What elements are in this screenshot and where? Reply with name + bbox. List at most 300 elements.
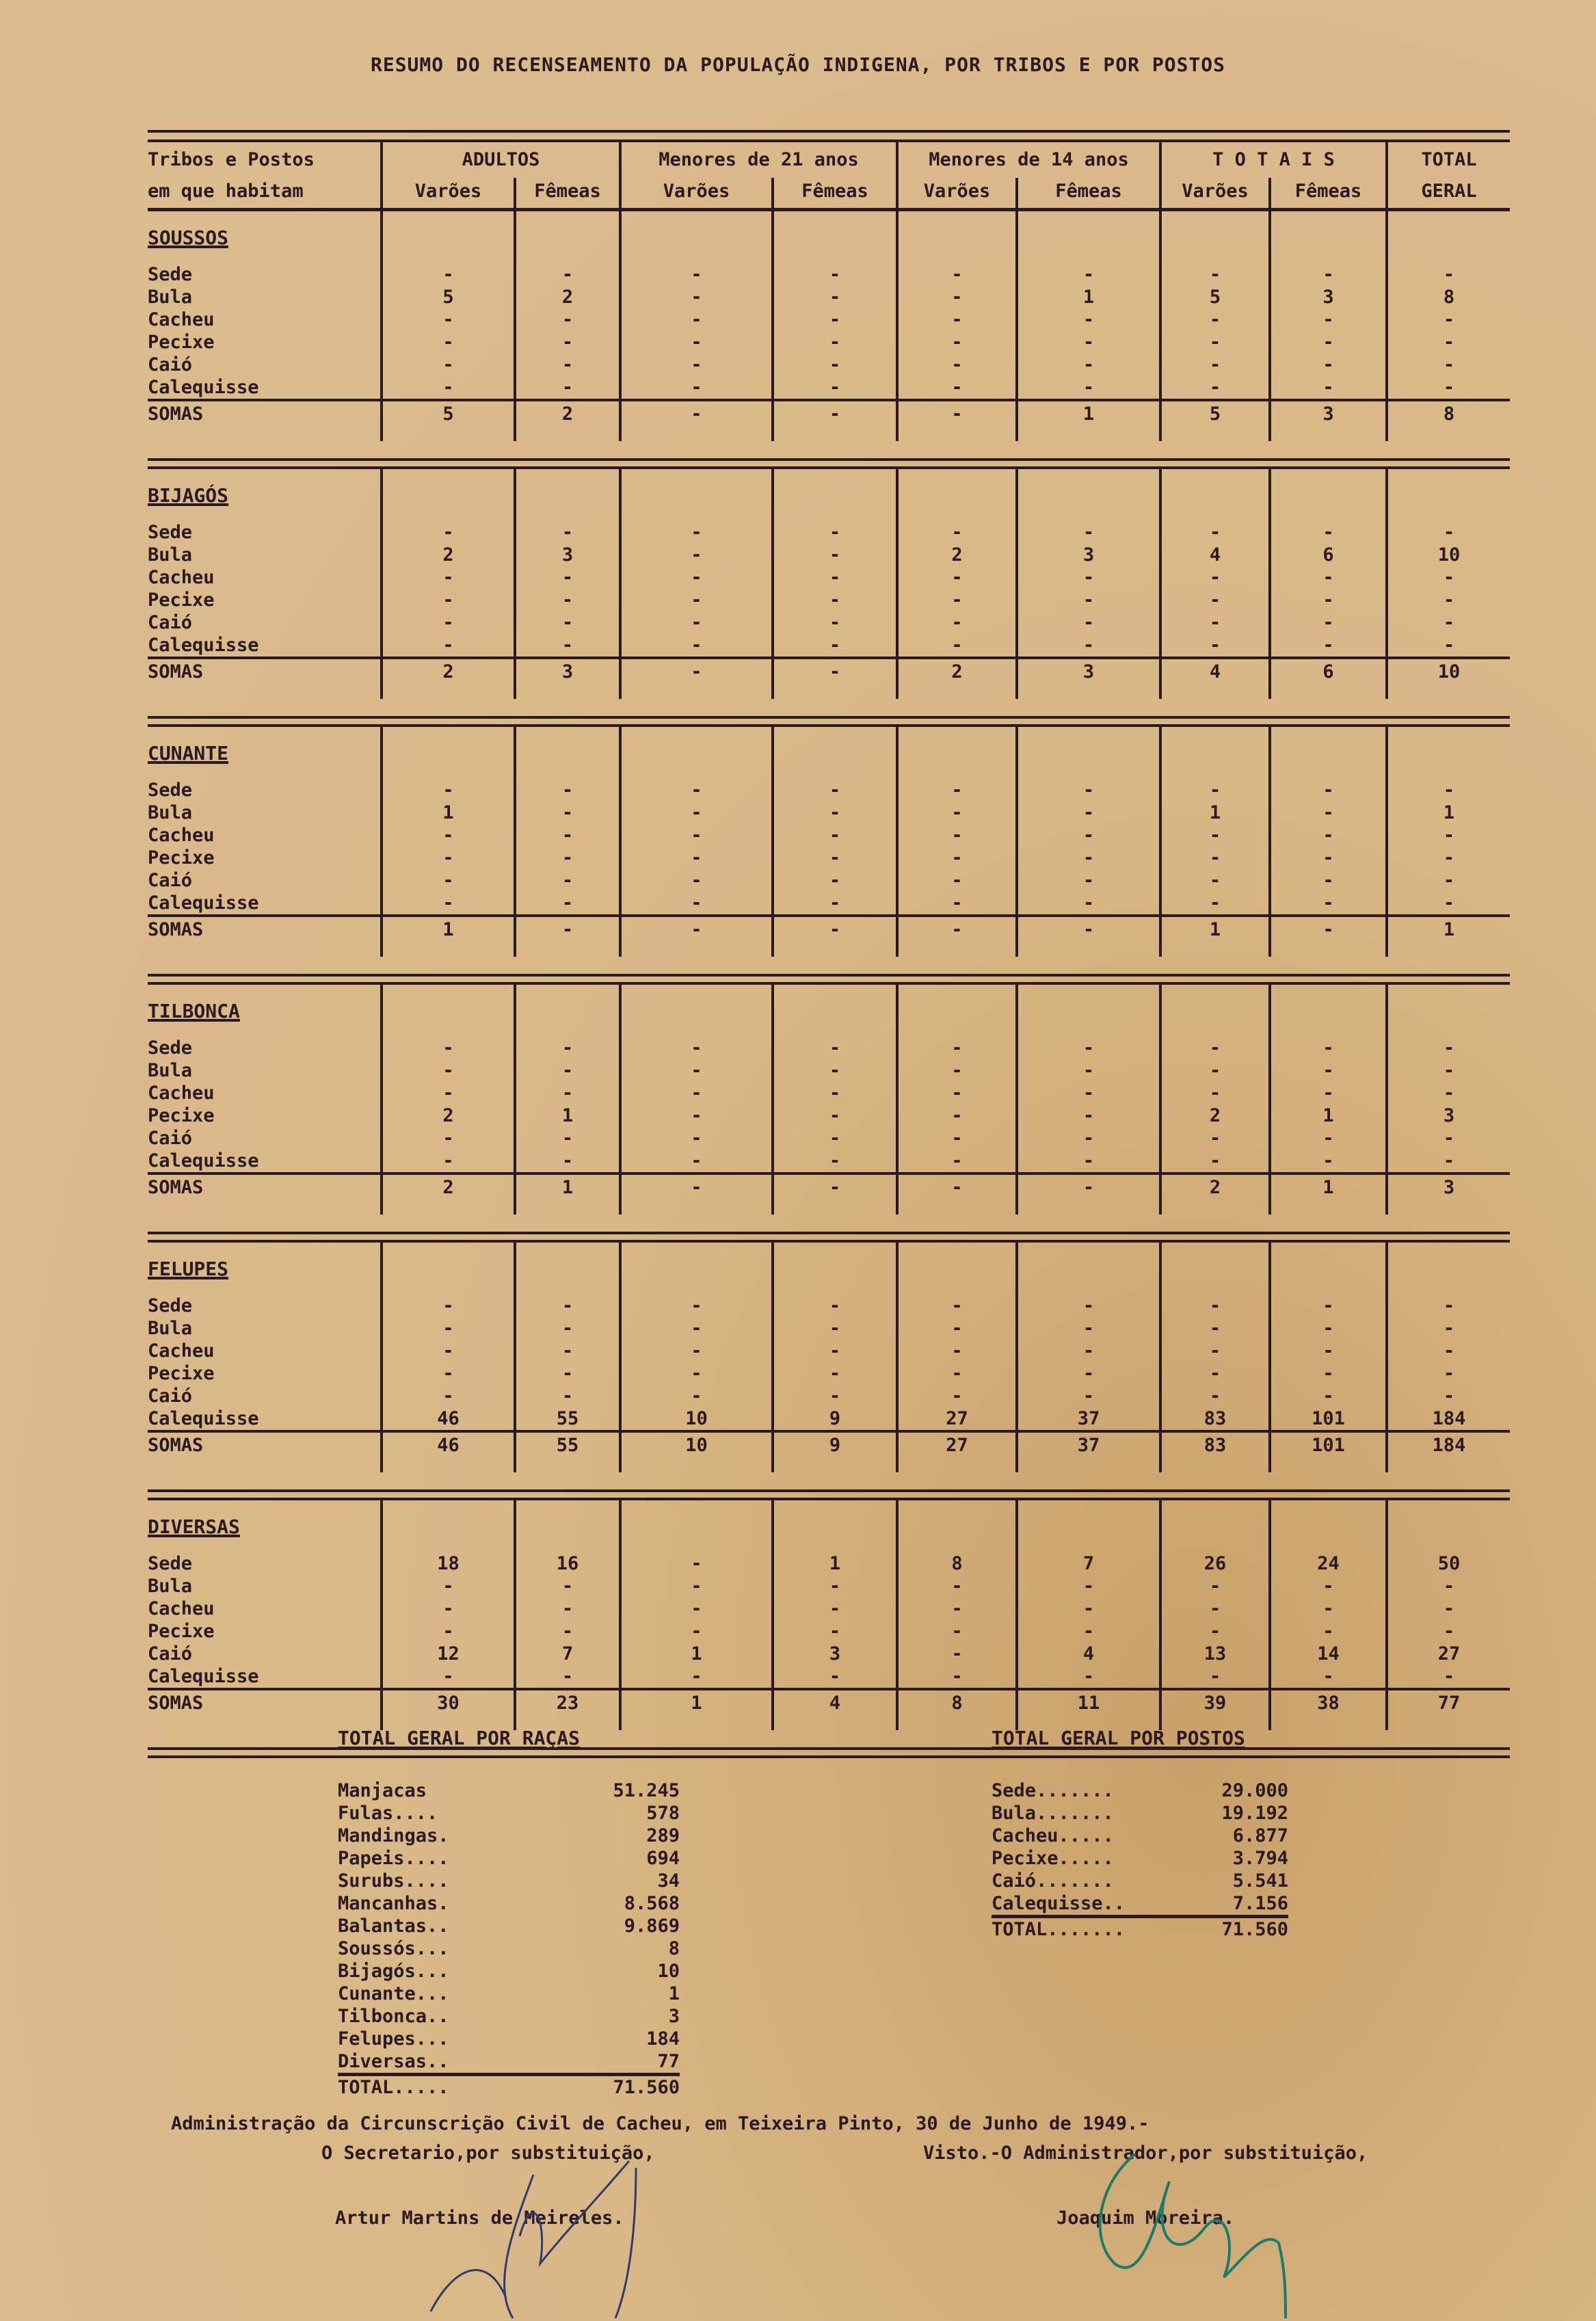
racas-label: Mandingas. [338,1825,449,1846]
somas-label: SOMAS [148,1172,380,1201]
posto-label: Caió [148,612,193,633]
postos-total-label: TOTAL....... [992,1919,1126,1940]
value-cell: - [514,611,619,634]
value-cell: - [380,331,514,354]
value-cell: - [896,869,1015,892]
value-cell: - [619,611,771,634]
table-row [148,1317,1510,1340]
value-cell: - [771,521,896,544]
tribe-groups [148,211,1510,1758]
header-menores-21: Menores de 21 anos [619,142,896,178]
value-cell: - [1268,611,1385,634]
value-cell: - [1385,847,1510,869]
value-cell: 10 [1385,544,1510,566]
value-cell: 2 [896,544,1015,566]
racas-label: Surubs.... [338,1870,449,1892]
blank-cell [1268,727,1385,779]
somas-value: 184 [1385,1430,1510,1459]
value-cell: - [896,892,1015,914]
somas-value: 1 [1268,1172,1385,1201]
blank-cell [771,1500,896,1552]
value-cell: - [1385,1597,1510,1620]
value-cell: - [1268,1082,1385,1104]
value-cell: - [1385,779,1510,801]
somas-value: 39 [1159,1688,1268,1716]
somas-value: 2 [380,656,514,685]
value-cell: - [1015,1665,1159,1688]
value-cell: - [1015,1385,1159,1407]
value-cell: 5 [380,286,514,308]
somas-value: 1 [619,1688,771,1716]
somas-value: 10 [619,1430,771,1459]
blank-cell [1159,211,1268,263]
blank-cell [619,211,771,263]
value-cell: - [1385,634,1510,656]
blank-cell [619,943,771,957]
somas-value: 5 [1159,399,1268,427]
header-sub-3: Fêmeas [771,178,896,211]
posto-label: Calequisse [148,1150,259,1171]
blank-cell [514,943,619,957]
blank-cell [514,211,619,263]
value-cell: - [1015,869,1159,892]
value-cell: 27 [896,1407,1015,1430]
value-cell: - [619,1317,771,1340]
blank-cell [380,1201,514,1215]
table-row [148,263,1510,286]
value-cell: - [380,869,514,892]
value-cell: 7 [514,1643,619,1665]
value-cell: - [1015,1037,1159,1059]
blank-cell [380,1500,514,1552]
header-sub-5: Fêmeas [1015,178,1159,211]
somas-value: 4 [771,1688,896,1716]
somas-value: - [771,399,896,427]
value-cell: - [619,1385,771,1407]
value-cell: 3 [1268,286,1385,308]
secretary-signature [410,2147,684,2321]
value-cell: 1 [380,801,514,824]
racas-row [338,1870,680,1892]
value-cell: - [771,1362,896,1385]
somas-value: 1 [1159,914,1268,943]
value-cell: - [1268,779,1385,801]
value-cell: - [1159,1082,1268,1104]
tribe-name: CUNANTE [148,742,229,765]
value-cell: - [1385,1150,1510,1172]
value-cell: - [896,1127,1015,1150]
value-cell: - [896,1575,1015,1597]
value-cell: - [619,869,771,892]
value-cell: 8 [1385,286,1510,308]
value-cell: - [1268,1665,1385,1688]
value-cell: - [619,1037,771,1059]
value-cell: - [771,1597,896,1620]
value-cell: - [1385,1575,1510,1597]
blank-cell [1268,685,1385,699]
tribe-group [148,727,1510,974]
posto-label: Sede [148,780,193,801]
blank-cell [380,943,514,957]
value-cell: - [896,263,1015,286]
postos-label: Sede....... [992,1780,1114,1801]
table-row [148,779,1510,801]
blank-cell [1159,1201,1268,1215]
value-cell: - [1159,1295,1268,1317]
value-cell: 16 [514,1552,619,1575]
group-gap [148,1459,1510,1472]
racas-label: Tilbonca.. [338,2006,449,2027]
table-row [148,521,1510,544]
somas-label: SOMAS [148,914,380,943]
blank-cell [1015,1500,1159,1552]
blank-cell [1268,1243,1385,1295]
blank-cell [1015,943,1159,957]
table-row [148,1104,1510,1127]
posto-label: Cacheu [148,1083,215,1104]
value-cell: - [380,611,514,634]
value-cell: - [1268,1059,1385,1082]
blank-cell [619,985,771,1037]
posto-label: Bula [148,287,193,308]
postos-row [992,1802,1288,1825]
blank-cell [514,427,619,441]
value-cell: 50 [1385,1552,1510,1575]
blank-cell [380,469,514,521]
table-row [148,1620,1510,1643]
value-cell: - [1268,1037,1385,1059]
blank-cell [1015,427,1159,441]
value-cell: - [1015,1150,1159,1172]
value-cell: - [514,263,619,286]
posto-label: Pecixe [148,332,215,353]
header-sub-4: Varões [896,178,1015,211]
value-cell: 6 [1268,544,1385,566]
value-cell: - [619,1575,771,1597]
table-row [148,1643,1510,1665]
posto-label: Bula [148,1576,193,1597]
value-cell: - [619,779,771,801]
value-cell: 1 [1385,801,1510,824]
value-cell: - [896,824,1015,847]
value-cell: - [514,892,619,914]
posto-label: Bula [148,544,193,566]
value-cell: - [619,1552,771,1575]
table-row [148,331,1510,354]
somas-value: - [1015,914,1159,943]
header-sub-1: Fêmeas [514,178,619,211]
value-cell: - [1015,331,1159,354]
blank-cell [514,727,619,779]
value-cell: - [771,376,896,399]
value-cell: - [896,779,1015,801]
value-cell: - [1015,1127,1159,1150]
value-cell: - [1159,1340,1268,1362]
value-cell: - [1385,263,1510,286]
blank-cell [148,943,380,957]
blank-cell [771,1716,896,1730]
value-cell: - [380,1575,514,1597]
posto-label: Cacheu [148,825,215,846]
tribe-name: DIVERSAS [148,1515,240,1538]
value-cell: - [771,847,896,869]
somas-value: 37 [1015,1430,1159,1459]
value-cell: - [1159,824,1268,847]
somas-row [148,1430,1510,1459]
racas-row [338,1825,680,1847]
somas-value: 1 [1015,399,1159,427]
value-cell: - [619,521,771,544]
value-cell: - [1159,869,1268,892]
value-cell: - [1268,589,1385,611]
blank-cell [1385,1459,1510,1472]
value-cell: - [1015,1317,1159,1340]
value-cell: - [1385,1059,1510,1082]
tribe-group [148,469,1510,716]
value-cell: - [1015,376,1159,399]
somas-value: 30 [380,1688,514,1716]
value-cell: - [380,1295,514,1317]
somas-value: - [619,1172,771,1201]
value-cell: - [1159,376,1268,399]
blank-cell [896,1500,1015,1552]
header-adultos: ADULTOS [380,142,619,178]
value-cell: 18 [380,1552,514,1575]
value-cell: - [771,801,896,824]
postos-row [992,1870,1288,1892]
somas-value: - [619,656,771,685]
value-cell: 2 [380,544,514,566]
value-cell: - [619,308,771,331]
tribe-group [148,211,1510,458]
header-sub-0: Varões [380,178,514,211]
postos-row [992,1825,1288,1847]
administrator-signature [1060,2140,1333,2318]
posto-label: Sede [148,1295,193,1316]
racas-label: Papeis.... [338,1848,449,1869]
blank-cell [514,469,619,521]
racas-row [338,1847,680,1870]
value-cell: - [1159,1597,1268,1620]
value-cell: - [1015,1059,1159,1082]
somas-value: - [896,914,1015,943]
somas-value: 2 [380,1172,514,1201]
administrator-name: Joaquim Moreira. [1056,2207,1235,2229]
posto-label: Caió [148,1128,193,1149]
tribe-title-row [148,1500,1510,1552]
value-cell: 12 [380,1643,514,1665]
racas-row [338,1892,680,1915]
value-cell: - [771,1082,896,1104]
tribe-group [148,1500,1510,1747]
blank-cell [896,727,1015,779]
value-cell: - [380,589,514,611]
racas-row [338,1802,680,1825]
racas-value: 10 [657,1961,680,1982]
somas-label: SOMAS [148,1430,380,1459]
tribe-group [148,985,1510,1232]
value-cell: 3 [1015,544,1159,566]
blank-cell [514,1201,619,1215]
somas-label: SOMAS [148,399,380,427]
value-cell: - [619,331,771,354]
blank-cell [1268,427,1385,441]
value-cell: - [619,566,771,589]
value-cell: - [896,1059,1015,1082]
value-cell: - [514,331,619,354]
blank-cell [1159,427,1268,441]
value-cell: - [771,1295,896,1317]
value-cell: - [380,521,514,544]
somas-value: - [771,1172,896,1201]
header-sub-7: Fêmeas [1268,178,1385,211]
header-total: TOTAL [1385,142,1510,178]
value-cell: 3 [771,1643,896,1665]
value-cell: - [619,1665,771,1688]
value-cell: - [771,308,896,331]
value-cell: - [1159,779,1268,801]
blank-cell [1268,211,1385,263]
value-cell: - [771,869,896,892]
value-cell: - [380,1059,514,1082]
value-cell: - [514,521,619,544]
value-cell: - [619,1127,771,1150]
value-cell: - [1159,1150,1268,1172]
value-cell: - [896,589,1015,611]
value-cell: - [380,1362,514,1385]
value-cell: - [1385,824,1510,847]
value-cell: - [771,611,896,634]
group-gap [148,943,1510,957]
value-cell: - [514,1295,619,1317]
posto-label: Caió [148,870,193,891]
blank-cell [1015,211,1159,263]
value-cell: - [380,566,514,589]
posto-label: Pecixe [148,1363,215,1384]
value-cell: - [1159,892,1268,914]
blank-cell [380,427,514,441]
value-cell: - [771,824,896,847]
somas-value: - [771,914,896,943]
value-cell: 46 [380,1407,514,1430]
value-cell: - [514,869,619,892]
blank-cell [896,1459,1015,1472]
value-cell: - [771,1340,896,1362]
value-cell: - [771,263,896,286]
racas-value: 184 [646,2028,680,2050]
value-cell: - [1268,1295,1385,1317]
value-cell: - [771,589,896,611]
blank-cell [1159,985,1268,1037]
value-cell: - [380,1620,514,1643]
value-cell: - [1159,611,1268,634]
blank-cell [771,685,896,699]
document-title: RESUMO DO RECENSEAMENTO DA POPULAÇÃO INDIGENA, POR TRIBOS E POR POSTOS [370,53,1226,76]
table-row [148,1552,1510,1575]
table-row [148,824,1510,847]
value-cell: - [514,847,619,869]
somas-row [148,399,1510,427]
blank-cell [896,685,1015,699]
value-cell: - [771,1127,896,1150]
racas-row [338,1937,680,1960]
value-cell: 4 [1015,1643,1159,1665]
table-header-row-2 [148,178,1510,211]
blank-cell [514,685,619,699]
somas-row [148,1688,1510,1716]
posto-label: Calequisse [148,1666,259,1687]
value-cell: - [1385,1317,1510,1340]
somas-value: 1 [1385,914,1510,943]
value-cell: 55 [514,1407,619,1430]
posto-label: Sede [148,1037,193,1059]
blank-cell [1159,1243,1268,1295]
value-cell: - [514,1575,619,1597]
value-cell: 1 [514,1104,619,1127]
posto-label: Sede [148,522,193,543]
racas-label: Fulas.... [338,1803,438,1824]
value-cell: - [1385,331,1510,354]
blank-cell [514,1500,619,1552]
blank-cell [514,985,619,1037]
value-cell: - [619,354,771,376]
blank-cell [148,1201,380,1215]
somas-value: 55 [514,1430,619,1459]
blank-cell [1385,727,1510,779]
value-cell: 7 [1015,1552,1159,1575]
racas-value: 51.245 [613,1780,680,1801]
value-cell: - [380,892,514,914]
value-cell: - [1385,566,1510,589]
blank-cell [1385,1201,1510,1215]
table-row [148,1575,1510,1597]
value-cell: - [896,1340,1015,1362]
blank-cell [380,985,514,1037]
tribe-name: TILBONCA [148,1000,240,1022]
racas-value: 3 [668,2006,680,2027]
blank-cell [1385,469,1510,521]
value-cell: - [771,1385,896,1407]
value-cell: - [514,566,619,589]
postos-value: 3.794 [1232,1848,1288,1869]
table-row [148,1295,1510,1317]
table-row [148,1665,1510,1688]
header-habitam: em que habitam [148,178,380,211]
somas-value: - [896,1172,1015,1201]
blank-cell [771,727,896,779]
tribe-name: FELUPES [148,1258,229,1280]
value-cell: - [1385,892,1510,914]
posto-label: Bula [148,1318,193,1339]
blank-cell [619,1201,771,1215]
header-total-geral: GERAL [1385,178,1510,211]
blank-cell [771,427,896,441]
value-cell: - [896,376,1015,399]
value-cell: - [380,779,514,801]
tribe-group [148,1243,1510,1489]
somas-value: - [771,656,896,685]
posto-label: Caió [148,1385,193,1407]
somas-value: - [514,914,619,943]
value-cell: - [380,1385,514,1407]
value-cell: - [619,286,771,308]
racas-total-row [338,2073,680,2099]
value-cell: - [514,1059,619,1082]
value-cell: - [1268,263,1385,286]
postos-value: 6.877 [1232,1825,1288,1846]
value-cell: - [1015,263,1159,286]
blank-cell [1015,469,1159,521]
